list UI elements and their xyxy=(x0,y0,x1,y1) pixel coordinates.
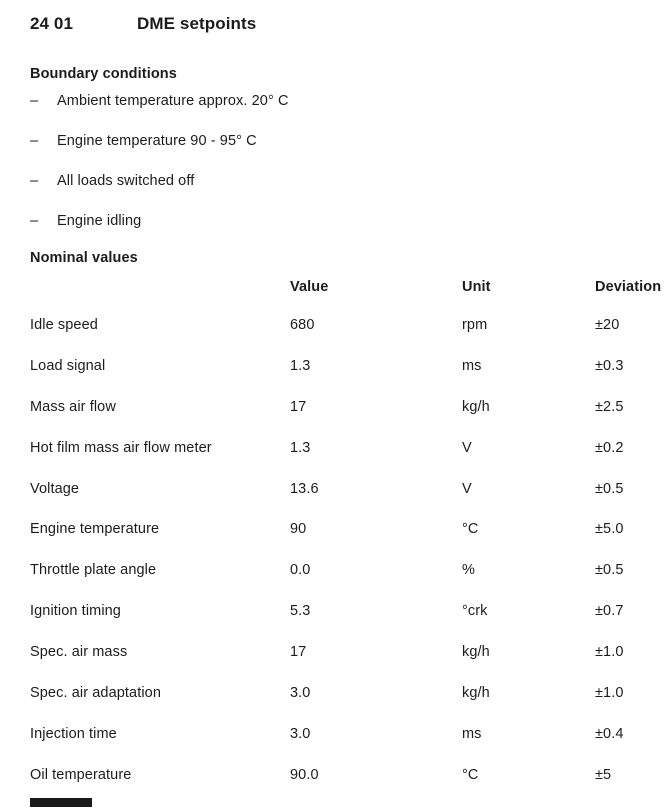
boundary-item-text: All loads switched off xyxy=(57,173,195,189)
table-header-row xyxy=(30,279,671,317)
row-label: Spec. air adaptation xyxy=(30,685,161,702)
bullet-dash: – xyxy=(30,93,39,109)
row-deviation: ±1.0 xyxy=(595,644,624,661)
table-row xyxy=(30,685,671,726)
row-deviation: ±0.3 xyxy=(595,357,624,374)
row-deviation: ±0.4 xyxy=(595,725,624,742)
row-unit: V xyxy=(462,480,472,497)
boundary-item xyxy=(30,133,257,150)
row-unit: rpm xyxy=(462,317,488,333)
table-row xyxy=(30,562,671,603)
row-deviation: ±0.5 xyxy=(595,562,624,579)
row-unit: V xyxy=(462,439,472,456)
row-label: Hot film mass air flow meter xyxy=(30,439,212,456)
row-deviation: ±5.0 xyxy=(595,521,624,538)
row-value: 90.0 xyxy=(290,766,319,783)
row-unit: ms xyxy=(462,357,482,374)
row-unit: °C xyxy=(462,766,479,783)
row-label: Injection time xyxy=(30,725,117,742)
boundary-conditions-heading: Boundary conditions xyxy=(30,66,177,82)
table-row xyxy=(30,358,671,399)
column-header-deviation: Deviation xyxy=(595,279,662,295)
row-label: Idle speed xyxy=(30,317,98,333)
row-value: 3.0 xyxy=(290,725,311,742)
boundary-item-text: Ambient temperature approx. 20° C xyxy=(57,93,289,109)
row-label: Mass air flow xyxy=(30,398,116,415)
row-value: 90 xyxy=(290,521,307,538)
row-unit: °C xyxy=(462,521,479,538)
row-value: 1.3 xyxy=(290,439,311,456)
row-deviation: ±1.0 xyxy=(595,685,624,702)
row-value: 17 xyxy=(290,398,307,415)
row-deviation: ±20 xyxy=(595,317,620,333)
row-label: Ignition timing xyxy=(30,603,121,620)
row-unit: °crk xyxy=(462,603,488,620)
table-row xyxy=(30,767,671,808)
boundary-item xyxy=(30,93,289,110)
table-row xyxy=(30,644,671,685)
table-row xyxy=(30,440,671,481)
row-value: 3.0 xyxy=(290,685,311,702)
bullet-dash: – xyxy=(30,133,39,149)
table-row xyxy=(30,726,671,767)
row-label: Spec. air mass xyxy=(30,644,128,661)
row-deviation: ±0.7 xyxy=(595,603,624,620)
row-unit: kg/h xyxy=(462,644,490,661)
row-value: 0.0 xyxy=(290,562,311,579)
table-row xyxy=(30,317,671,358)
boundary-item-text: Engine idling xyxy=(57,213,142,229)
table-row xyxy=(30,481,671,522)
row-value: 5.3 xyxy=(290,603,311,620)
row-label: Throttle plate angle xyxy=(30,562,157,579)
row-unit: ms xyxy=(462,725,482,742)
row-deviation: ±2.5 xyxy=(595,398,624,415)
nominal-values-heading: Nominal values xyxy=(30,250,138,266)
row-value: 17 xyxy=(290,644,307,661)
scan-artifact-bar xyxy=(30,798,92,807)
page-title: DME setpoints xyxy=(137,14,257,33)
row-deviation: ±5 xyxy=(595,766,612,783)
table-row xyxy=(30,603,671,644)
row-value: 680 xyxy=(290,317,315,333)
row-label: Oil temperature xyxy=(30,766,132,783)
row-deviation: ±0.5 xyxy=(595,480,624,497)
bullet-dash: – xyxy=(30,173,39,189)
boundary-item-text: Engine temperature 90 - 95° C xyxy=(57,133,257,149)
row-deviation: ±0.2 xyxy=(595,439,624,456)
boundary-item xyxy=(30,173,194,190)
row-label: Voltage xyxy=(30,480,80,497)
table-row xyxy=(30,521,671,562)
row-value: 1.3 xyxy=(290,357,311,374)
boundary-item xyxy=(30,213,141,230)
row-label: Engine temperature xyxy=(30,521,160,538)
bullet-dash: – xyxy=(30,213,39,229)
section-code: 24 01 xyxy=(30,14,74,33)
column-header-unit: Unit xyxy=(462,279,491,295)
row-unit: % xyxy=(462,562,475,579)
row-unit: kg/h xyxy=(462,398,490,415)
row-value: 13.6 xyxy=(290,480,319,497)
nominal-values-table xyxy=(30,279,671,808)
table-row xyxy=(30,399,671,440)
column-header-value: Value xyxy=(290,279,329,295)
row-label: Load signal xyxy=(30,357,106,374)
row-unit: kg/h xyxy=(462,685,490,702)
